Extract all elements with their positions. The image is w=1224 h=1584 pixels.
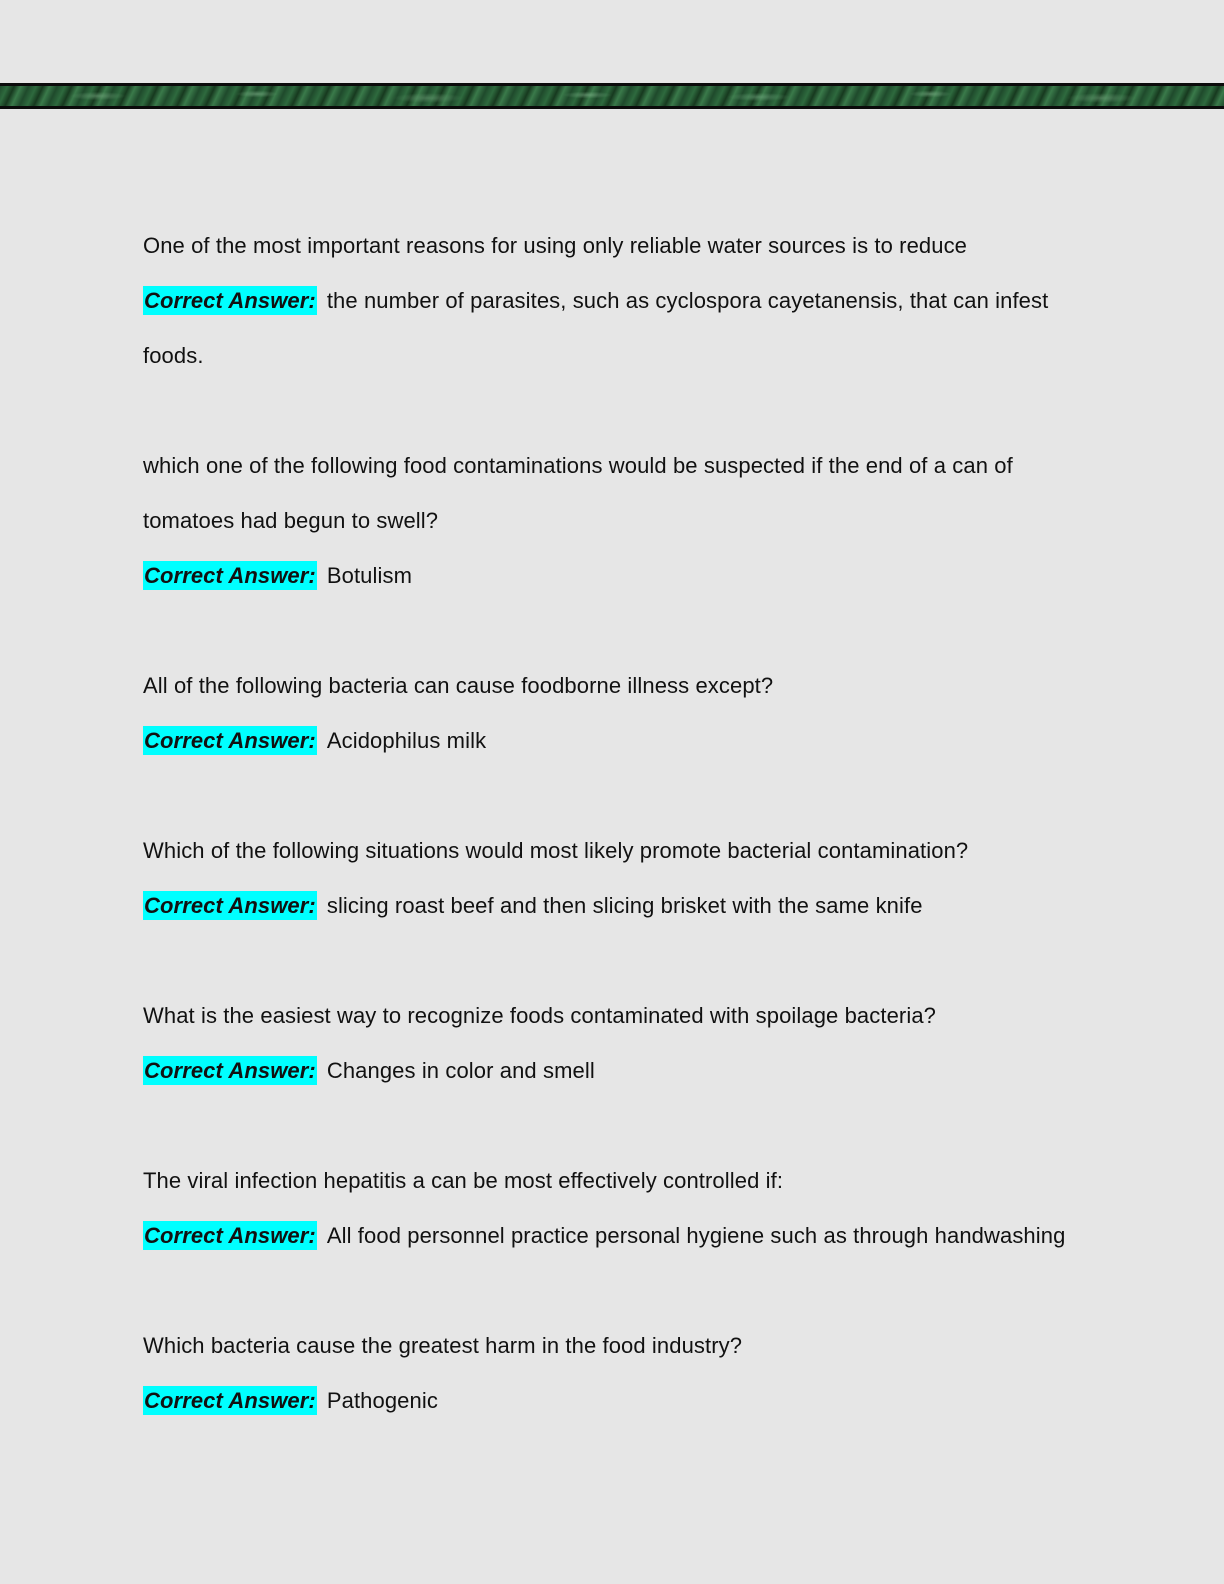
correct-answer-label: Correct Answer:: [144, 728, 316, 753]
question-text: which one of the following food contaminations would be suspected if the end of a can of tomatoes had begun to swell?: [143, 453, 1013, 533]
qa-item: [143, 823, 1073, 933]
correct-answer-label: Correct Answer:: [144, 1058, 316, 1083]
header-marble-band: [0, 83, 1224, 109]
question-text: All of the following bacteria can cause foodborne illness except?: [143, 673, 774, 698]
question-text: Which bacteria cause the greatest harm in the food industry?: [143, 1333, 743, 1358]
correct-answer-label: Correct Answer:: [144, 893, 316, 918]
correct-answer-label: Correct Answer:: [144, 1223, 316, 1248]
correct-answer-label: Correct Answer:: [144, 1388, 316, 1413]
answer-line: [143, 1373, 1073, 1428]
qa-item: [143, 1153, 1073, 1263]
answer-text: Pathogenic: [326, 1388, 438, 1413]
correct-answer-label: Correct Answer:: [144, 288, 316, 313]
answer-line: [143, 273, 1073, 383]
qa-item: [143, 988, 1073, 1098]
answer-text: All food personnel practice personal hygiene such as through handwashing: [326, 1223, 1066, 1248]
answer-line: [143, 548, 1073, 603]
answer-text: slicing roast beef and then slicing brisket with the same knife: [326, 893, 923, 918]
answer-text: Botulism: [326, 563, 413, 588]
answer-line: [143, 878, 1073, 933]
answer-line: [143, 1208, 1073, 1263]
answer-line: [143, 1043, 1073, 1098]
question-text: One of the most important reasons for using only reliable water sources is to reduce: [143, 233, 968, 258]
answer-text: Acidophilus milk: [326, 728, 487, 753]
question-text: The viral infection hepatitis a can be most effectively controlled if:: [143, 1168, 784, 1193]
qa-item: [143, 438, 1073, 603]
qa-item: [143, 658, 1073, 768]
question-text: Which of the following situations would most likely promote bacterial contamination?: [143, 838, 969, 863]
answer-text: the number of parasites, such as cyclospora cayetanensis, that can infest foods.: [143, 288, 1049, 368]
answer-line: [143, 713, 1073, 768]
qa-item: [143, 218, 1073, 383]
qa-item: [143, 1318, 1073, 1428]
correct-answer-label: Correct Answer:: [144, 563, 316, 588]
question-text: What is the easiest way to recognize foods contaminated with spoilage bacteria?: [143, 1003, 937, 1028]
qa-list: [143, 218, 1073, 1483]
answer-text: Changes in color and smell: [326, 1058, 595, 1083]
